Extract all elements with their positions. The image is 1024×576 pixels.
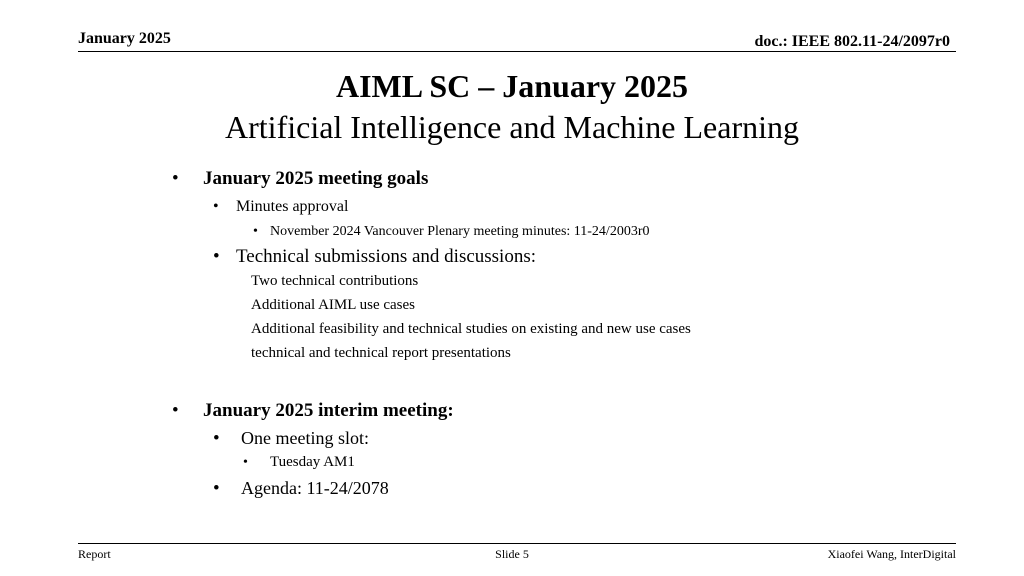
footer-divider — [78, 543, 956, 544]
slide-title: AIML SC – January 2025 — [335, 68, 689, 104]
technical-item: technical and technical report presentations — [251, 345, 511, 361]
slot-item: Tuesday AM1 — [270, 454, 355, 470]
technical-item: Two technical contributions — [251, 273, 419, 289]
goals-heading: January 2025 meeting goals — [203, 168, 429, 189]
footer-slide-number: Slide 5 — [495, 547, 529, 561]
interim-heading: January 2025 interim meeting: — [203, 400, 454, 421]
slot-heading: One meeting slot: — [241, 428, 369, 448]
bullet-icon: • — [213, 428, 220, 449]
bullet-icon: • — [172, 168, 179, 189]
agenda-item: Agenda: 11-24/2078 — [241, 478, 389, 498]
header-date: January 2025 — [78, 30, 171, 47]
bullet-icon: • — [213, 198, 219, 215]
bullet-icon: • — [243, 455, 248, 470]
minutes-item: November 2024 Vancouver Plenary meeting minutes: 11-24/2003r0 — [270, 224, 650, 239]
footer-left: Report — [78, 547, 111, 561]
bullet-icon: • — [172, 400, 179, 421]
technical-item: Additional AIML use cases — [251, 297, 415, 313]
slide-subtitle: Artificial Intelligence and Machine Learning — [225, 109, 799, 145]
bullet-icon: • — [253, 224, 258, 239]
footer-author: Xiaofei Wang, InterDigital — [827, 547, 956, 561]
technical-heading: Technical submissions and discussions: — [236, 246, 537, 267]
bullet-icon: • — [213, 478, 220, 499]
minutes-approval: Minutes approval — [236, 198, 349, 215]
header-divider — [78, 51, 956, 52]
bullet-icon: • — [213, 246, 220, 267]
technical-item: Additional feasibility and technical studies on existing and new use cases — [251, 321, 691, 337]
header-doc-number: doc.: IEEE 802.11-24/2097r0 — [754, 33, 950, 50]
